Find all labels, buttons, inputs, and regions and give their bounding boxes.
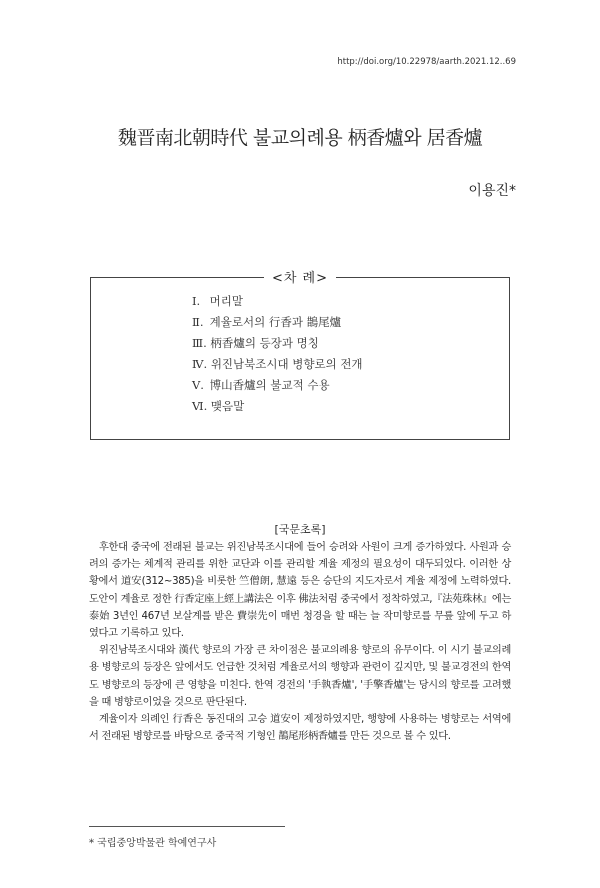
toc-item-label: 머리말: [209, 294, 243, 308]
abstract-paragraph: 위진남북조시대와 漢代 향로의 가장 큰 차이점은 불교의례용 향로의 유무이다. 이 시기 불교의례용 병향로의 등장은 앞에서도 언급한 것처럼 계율로서의 행향과 관련이 깊지만, 및 불교경전의 한역도 병향로의 등장에 큰 영향을 미친다. 한역 경전의 '手執香爐', '手擎香爐'는 당시의 향로를 고려했을 때 병향로이었을 것으로 판단된다.: [89, 645, 511, 708]
toc-item-label: 柄香爐의 등장과 명칭: [210, 336, 319, 350]
toc-heading: <차 례>: [264, 271, 336, 286]
abstract-heading: [국문초록]: [274, 523, 326, 536]
toc-item: [192, 314, 363, 335]
toc-item-number: Ⅴ.: [192, 378, 204, 392]
abstract-body: [89, 539, 511, 745]
toc-item: [192, 356, 363, 377]
toc-item: [192, 335, 363, 356]
toc-item-number: Ⅱ.: [192, 315, 204, 329]
toc-list: [192, 293, 363, 419]
author-affiliation-footnote: * 국립중앙박물관 학예연구사: [89, 838, 217, 849]
toc-item: [192, 293, 363, 314]
toc-item-number: Ⅳ.: [192, 357, 208, 371]
author-name: 이용진*: [468, 183, 516, 199]
paper-title: 魏晋南北朝時代 불교의례용 柄香爐와 居香爐: [117, 127, 483, 149]
toc-item: [192, 398, 363, 419]
doi-link[interactable]: http://doi.org/10.22978/aarth.2021.12..69: [337, 57, 516, 67]
toc-item-label: 계율로서의 行香과 鵲尾爐: [209, 315, 342, 329]
toc-item-label: 博山香爐의 불교적 수용: [209, 378, 330, 392]
toc-item-number: Ⅲ.: [192, 336, 207, 350]
toc-item-label: 위진남북조시대 병향로의 전개: [210, 357, 363, 371]
toc-item-number: Ⅵ.: [192, 399, 208, 413]
footnote-divider: [89, 826, 285, 827]
toc-item-label: 맺음말: [210, 399, 245, 413]
abstract-paragraph: 계율이자 의례인 行香은 동진대의 고승 道安이 제정하였지만, 행향에 사용하는 병향로는 서역에서 전래된 병향로를 바탕으로 중국적 기형인 鵲尾形柄香爐를 만든 것으로 볼 수 있다.: [89, 714, 511, 743]
toc-item: [192, 377, 363, 398]
abstract-paragraph: 후한대 중국에 전래된 불교는 위진남북조시대에 들어 승려와 사원이 크게 증가하였다. 사원과 승려의 증가는 체계적 관리를 위한 교단과 이를 관리할 계율 제정의 필요성이 대두되었다. 이러한 상황에서 道安(312~385)을 비롯한 竺僧朗, 慧遠 등은 승단의 지도자로서 계율 제정에 노력하였다. 도안이 계율로 정한 行香定座上經上講法은 이후 佛法처럼 중국에서 정착하였고,『法苑珠林』에는 泰始 3년인 467년 보살계를 받은 費崇先이 매번 청경을 할 때는 늘 작미향로를 무릎 앞에 두고 하였다고 기록하고 있다.: [89, 542, 511, 640]
toc-item-number: Ⅰ.: [192, 294, 201, 308]
